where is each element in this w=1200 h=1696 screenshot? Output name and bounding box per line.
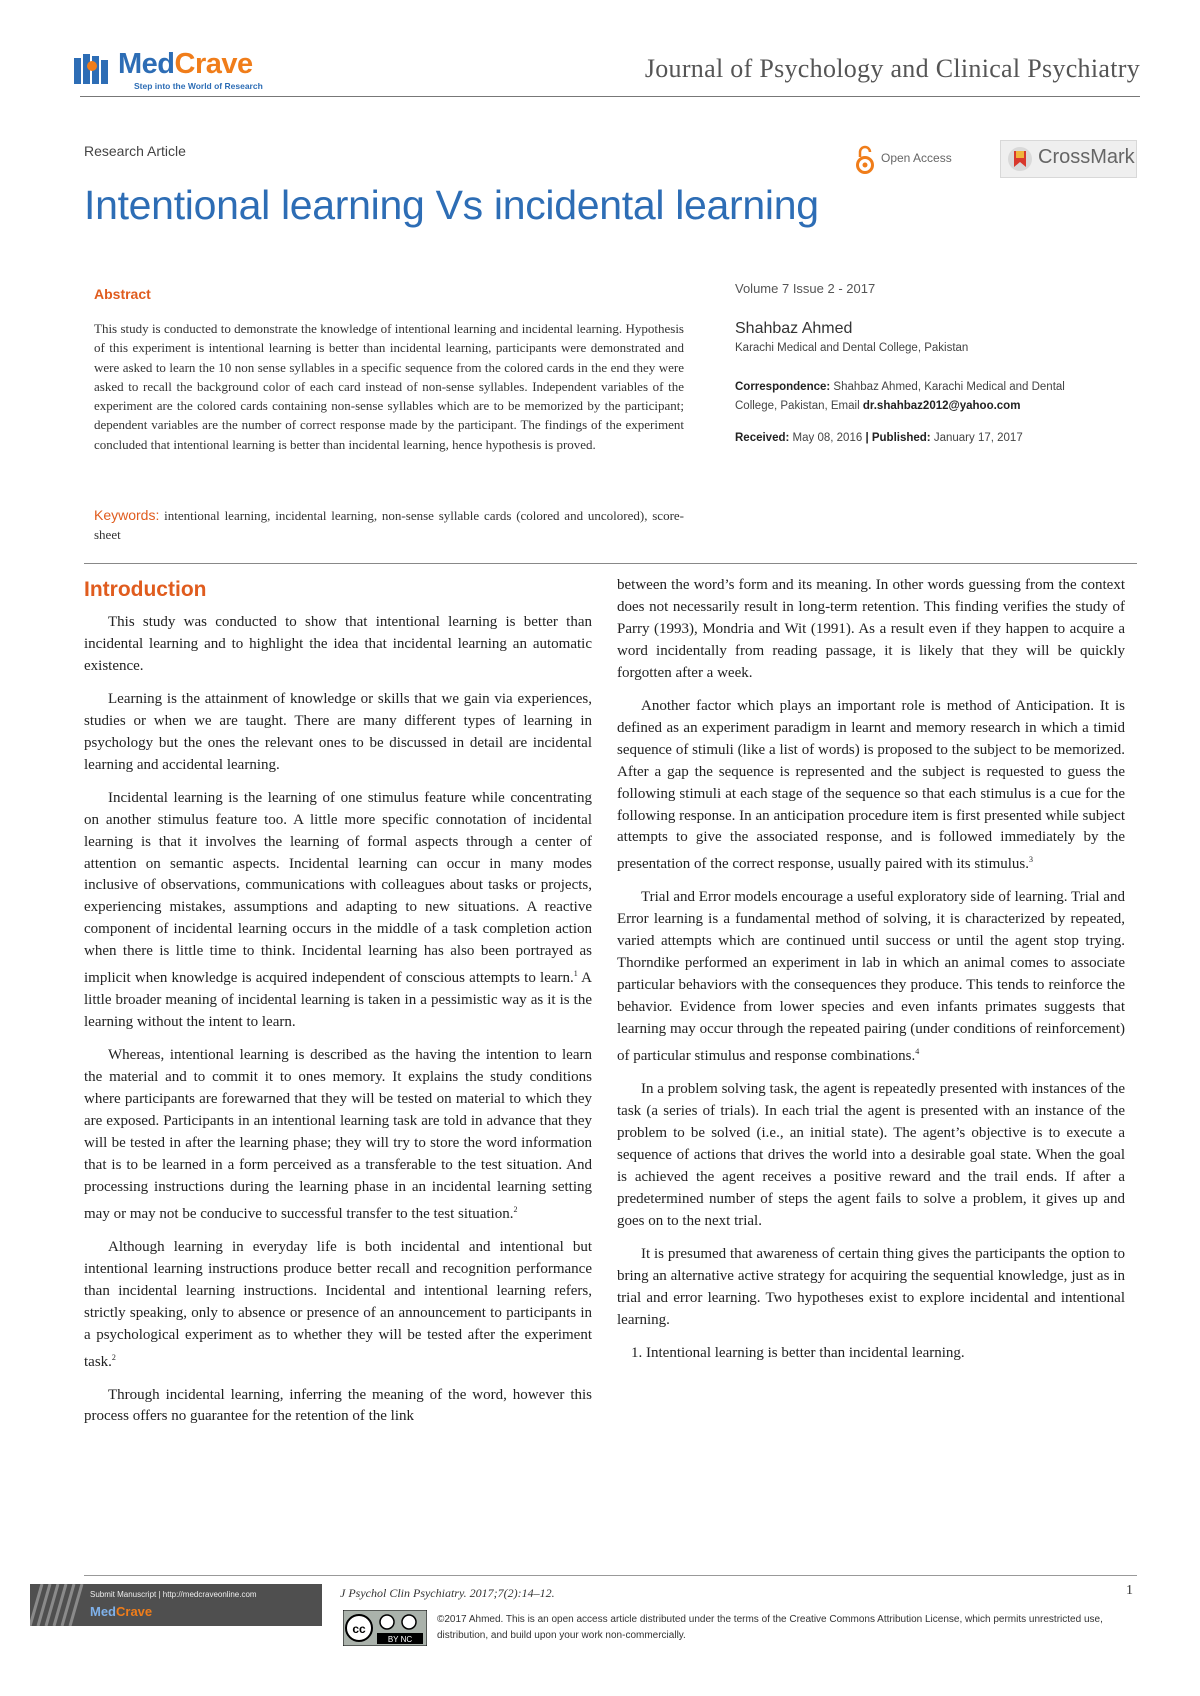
crossmark-label: CrossMark xyxy=(1038,146,1135,168)
paragraph-text: Another factor which plays an important role is method of Anticipation. It is defined as an experiment paradigm in learnt and memory research in which a timid sequence of stimuli (like a list of words) is proposed to the subject to be memorized. After a gap the sequence is represented and the subject is requested to guess the following stimuli at each stage of the sequence so that each stimulus is a cue for the following response. In an anticipation procedure item is first presented while subject attempts to give the associated response, and is followed immediately by the presentation of the correct response, usually paired with its stimulus. xyxy=(617,697,1125,873)
svg-text:cc: cc xyxy=(352,1622,366,1636)
body-column-right xyxy=(617,575,1125,1375)
paragraph: Through incidental learning, inferring the meaning of the word, however this process offers no guarantee for the retention of the link xyxy=(84,1386,592,1425)
paragraph xyxy=(84,788,592,1034)
correspondence xyxy=(735,378,1105,416)
medcrave-logo[interactable] xyxy=(72,48,302,96)
abstract-text: This study is conducted to demonstrate the knowledge of intentional learning and incidental learning. Hypothesis of this experiment is intentional learning is better than incidental learning, participants were demonstrated and were asked to learn the 10 non sense syllables in a specific sequence from the colored cards in the end they were asked to recall the background color of each card instead of non-sense syllables. Independent variables of the experiment are the colored cards containing non-sense syllables which are to be memorized by the participant; dependent variables are the number of correct response made by the participant. The findings of the experiment concluded that intentional learning is better than incidental learning, hence hypothesis is proved. xyxy=(94,321,684,452)
license-text: ©2017 Ahmed. This is an open access article distributed under the terms of the Creative Commons Attribution License, which permits unrestricted use, distribution, and build upon your work non-commercially. xyxy=(437,1614,1103,1641)
citation-ref[interactable]: 4 xyxy=(915,1047,920,1057)
medcrave-globe-icon xyxy=(72,52,112,88)
correspondence-label: Correspondence: xyxy=(735,381,831,393)
page-number: 1 xyxy=(1126,1583,1133,1598)
paragraph: It is presumed that awareness of certain thing gives the participants the option to bring an alternative active strategy for acquiring the sequential knowledge, just as in trial and error learning. Two hypotheses exist to explore incidental and intentional learning. xyxy=(617,1245,1125,1328)
paragraph xyxy=(84,1237,592,1374)
citation-ref[interactable]: 1 xyxy=(573,969,578,979)
author-affiliation: Karachi Medical and Dental College, Pakistan xyxy=(735,342,969,354)
footer-brand: MedCrave xyxy=(90,1604,153,1619)
published-date: January 17, 2017 xyxy=(933,432,1023,444)
hypothesis-list-item: 1. Intentional learning is better than incidental learning. xyxy=(631,1344,965,1361)
section-divider xyxy=(84,563,1137,564)
paragraph: between the word’s form and its meaning. In other words guessing from the context does not necessarily result in long-term retention. This finding verifies the study of Parry (1993), Mondria and Wit (1991). As a result even if they happen to acquire a word incidentally from reading passage, it is likely that they will be quickly forgotten after a week. xyxy=(617,577,1125,681)
dates xyxy=(735,432,1023,444)
open-lock-icon xyxy=(855,145,875,175)
paragraph-text: Incidental learning is the learning of one stimulus feature while concentrating on another stimulus feature too. A little more specific connotation of incidental learning is that it involves the learning of formal aspects through a center of attention on semantic aspects. Incidental learning can occur in many modes inclusive of observations, communications with colleagues about tasks or projects, experiencing mistakes, assumptions and adapting to new situations. A reactive component of incidental learning occurs in the middle of a task completion action when there is little time to think. Incidental learning has also been portrayed as implicit when knowledge is acquired independent of conscious attempts to learn. xyxy=(84,789,592,987)
body-column-left xyxy=(84,612,592,1439)
paragraph: Learning is the attainment of knowledge or skills that we gain via experiences, studies or when we are taught. There are many different types of learning in psychology but the ones the relevant ones to be discussed in detail are incidental learning and accidental learning. xyxy=(84,690,592,773)
keywords-text: intentional learning, incidental learning, non-sense syllable cards (colored and uncolored), score-sheet xyxy=(94,508,685,542)
paragraph-text: Although learning in everyday life is both incidental and intentional but intentional learning instructions produce better recall and recognition performance than incidental learning instructions. Incidental and intentional learning refers, strictly speaking, only to absence or presence of an announcement to participants in a psychological experiment as to whether they will be tested after the experiment task. xyxy=(84,1238,592,1370)
paragraph: In a problem solving task, the agent is repeatedly presented with instances of the task (a series of trials). In each trial the agent is presented with an instance of the problem to be solved (i.e., an initial state). The agent’s objective is to execute a sequence of actions that drives the world into a desirable goal state. When the goal is achieved the agent receives a positive reward and the trail ends. If after a predetermined number of steps the agent fails to solve a problem, it gives up and goes on to the next trial. xyxy=(617,1081,1125,1229)
paragraph xyxy=(617,887,1125,1068)
open-access-badge xyxy=(855,145,975,175)
article-title: Intentional learning Vs incidental learning xyxy=(84,182,819,228)
paragraph xyxy=(84,1045,592,1226)
brand-wordmark: MedCrave xyxy=(118,48,253,80)
date-separator: | xyxy=(865,432,869,444)
published-label: Published: xyxy=(871,432,931,444)
received-label: Received: xyxy=(735,432,790,444)
author-name: Shahbaz Ahmed xyxy=(735,320,853,337)
crossmark-button[interactable] xyxy=(1000,140,1137,178)
journal-citation: J Psychol Clin Psychiatry. 2017;7(2):14‒12. xyxy=(340,1586,555,1600)
journal-title: Journal of Psychology and Clinical Psychiatry xyxy=(644,54,1140,83)
paragraph-text: A little broader meaning of incidental learning is taken in a pessimistic way as it is the learning without the intent to learn. xyxy=(84,970,592,1031)
brand-tagline: Step into the World of Research xyxy=(134,81,263,91)
volume-issue: Volume 7 Issue 2 - 2017 xyxy=(735,281,876,296)
hatch-pattern-icon xyxy=(30,1584,90,1626)
received-date: May 08, 2016 xyxy=(792,432,863,444)
creative-commons-icon xyxy=(343,1610,427,1646)
cc-by-nc-label: BY NC xyxy=(387,1635,413,1644)
paragraph xyxy=(617,696,1125,877)
citation-ref[interactable]: 2 xyxy=(513,1204,518,1214)
citation-ref[interactable]: 3 xyxy=(1029,855,1033,865)
paragraph-text: Whereas, intentional learning is described as the having the intention to learn the material and to commit it to ones memory. It explains the study conditions where participants are forewarned that they will be tested on material to which they are exposed. Participants in an intentional learning task are told in advance that they will be tested in after the learning phase; they will try to store the word information that is to be learned in a form perceived as a transferable to the test situation. And processing instructions during the learning phase in an incidental learning setting may or may not be conducive to successful transfer to the test situation. xyxy=(84,1047,592,1222)
paragraph: This study was conducted to show that intentional learning is better than incidental learning and to highlight the idea that incidental learning an automatic existence. xyxy=(84,614,592,674)
open-access-label: Open Access xyxy=(881,151,952,165)
crossmark-icon xyxy=(1007,146,1033,172)
introduction-heading: Introduction xyxy=(84,578,207,601)
submit-manuscript-link[interactable]: Submit Manuscript | http://medcraveonline.com xyxy=(90,1590,257,1599)
footer-divider xyxy=(84,1575,1137,1576)
submit-manuscript-banner[interactable] xyxy=(30,1584,322,1626)
paragraph-text: Trial and Error models encourage a useful exploratory side of learning. Trial and Error learning is a fundamental method of solving, it is characterized by repeated, varied attempts which are continued until success or until the agent stop trying. Thorndike performed an experiment in lab in which an animal comes to associate particular behaviors with the consequences they produce. This tends to reinforce the behavior. Evidence from lower species and even infants primates suggests that learning may occur through the repeated pairing (under conditions of reinforcement) of particular stimulus and response combinations. xyxy=(617,889,1125,1065)
correspondence-text: Shahbaz Ahmed, Karachi Medical and Dental College, Pakistan, Email xyxy=(735,381,1065,412)
keywords xyxy=(94,506,684,544)
citation-ref[interactable]: 2 xyxy=(111,1352,116,1362)
keywords-label: Keywords: xyxy=(94,507,160,523)
article-type: Research Article xyxy=(84,143,186,159)
email-link[interactable]: dr.shahbaz2012@yahoo.com xyxy=(862,400,1021,412)
abstract-heading: Abstract xyxy=(94,286,151,302)
header-divider xyxy=(80,96,1140,97)
